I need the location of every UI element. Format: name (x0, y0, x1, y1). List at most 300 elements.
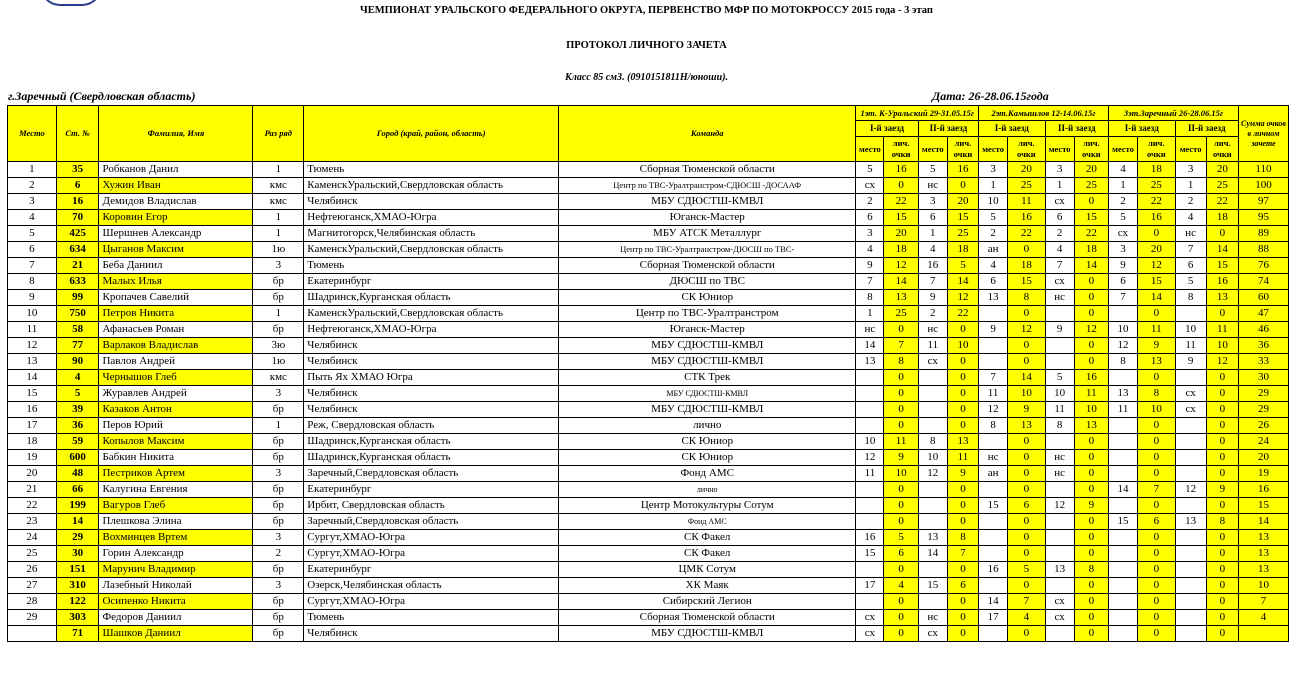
cell-race-place: 3 (918, 194, 947, 210)
cell-points: 16 (947, 162, 978, 178)
cell-race-place (1175, 530, 1206, 546)
cell-race-place: сх (1045, 610, 1074, 626)
cell-race-place (1109, 450, 1138, 466)
cell-place: 15 (8, 386, 57, 402)
cell-points: 0 (1074, 194, 1108, 210)
cell-total: 19 (1238, 466, 1288, 482)
cell-race-place (979, 354, 1008, 370)
cell-place: 27 (8, 578, 57, 594)
cell-race-place: 5 (1045, 370, 1074, 386)
cell-points: 12 (1008, 322, 1045, 338)
table-row (8, 354, 1289, 370)
cell-place: 3 (8, 194, 57, 210)
cell-start-no: 122 (56, 594, 99, 610)
cell-city: КаменскУральский,Свердловская область (304, 242, 559, 258)
cell-name: Копылов Максим (99, 434, 253, 450)
cell-name: Шершнев Александр (99, 226, 253, 242)
cell-place: 17 (8, 418, 57, 434)
cell-race-place: 17 (856, 578, 884, 594)
cell-points: 0 (1008, 306, 1045, 322)
cell-points: 0 (1138, 594, 1175, 610)
cell-race-place: 3 (856, 226, 884, 242)
cell-points: 0 (1074, 626, 1108, 642)
cell-race-place: 10 (856, 434, 884, 450)
cell-points: 18 (1008, 258, 1045, 274)
cell-race-place (1109, 530, 1138, 546)
cell-race-place (979, 338, 1008, 354)
cell-race-place: сх (856, 178, 884, 194)
cell-race-place: 1 (1109, 178, 1138, 194)
cell-points: 0 (1008, 354, 1045, 370)
cell-points: 0 (884, 386, 918, 402)
stage-3-race-1: I-й заезд (1109, 121, 1176, 137)
cell-points: 20 (947, 194, 978, 210)
cell-race-place: нс (918, 178, 947, 194)
cell-race-place (1175, 578, 1206, 594)
cell-race-place: 9 (856, 258, 884, 274)
cell-city: Челябинск (304, 386, 559, 402)
cell-race-place: сх (856, 626, 884, 642)
venue-label: г.Заречный (Свердловская область) (8, 89, 196, 103)
cell-points: 5 (884, 530, 918, 546)
table-row (8, 594, 1289, 610)
cell-race-place: ан (979, 242, 1008, 258)
col-points: лич. очки (884, 137, 918, 162)
cell-race-place: 10 (1175, 322, 1206, 338)
cell-race-place: 7 (1045, 258, 1074, 274)
cell-race-place (1109, 610, 1138, 626)
cell-points: 0 (884, 626, 918, 642)
cell-rank: бр (253, 450, 304, 466)
cell-race-place: 9 (979, 322, 1008, 338)
cell-points: 16 (1008, 210, 1045, 226)
cell-name: Беба Даниил (99, 258, 253, 274)
cell-rank: 3 (253, 258, 304, 274)
table-row (8, 386, 1289, 402)
cell-name: Калугина Евгения (99, 482, 253, 498)
cell-points: 0 (884, 178, 918, 194)
cell-points: 0 (1074, 578, 1108, 594)
cell-points: 0 (1206, 562, 1238, 578)
cell-total: 60 (1238, 290, 1288, 306)
cell-name: Марунич Владимир (99, 562, 253, 578)
cell-city: Магнитогорск,Челябинская область (304, 226, 559, 242)
col-points: лич. очки (1206, 137, 1238, 162)
cell-points: 0 (1138, 466, 1175, 482)
cell-points: 15 (947, 210, 978, 226)
cell-team: Фонд АМС (559, 466, 856, 482)
cell-start-no: 58 (56, 322, 99, 338)
cell-team: Юганск-Мастер (559, 322, 856, 338)
cell-race-place: 6 (979, 274, 1008, 290)
table-row (8, 578, 1289, 594)
col-name: Фамилия, Имя (99, 106, 253, 162)
cell-points: 13 (1008, 418, 1045, 434)
cell-city: КаменскУральский,Свердловская область (304, 178, 559, 194)
cell-race-place: 4 (856, 242, 884, 258)
cell-points: 0 (1074, 354, 1108, 370)
cell-race-place: 11 (1045, 402, 1074, 418)
cell-race-place: 2 (1045, 226, 1074, 242)
cell-race-place: 8 (1045, 418, 1074, 434)
cell-race-place (856, 386, 884, 402)
cell-points: 0 (1008, 546, 1045, 562)
cell-start-no: 36 (56, 418, 99, 434)
cell-race-place: сх (1175, 386, 1206, 402)
cell-race-place: 4 (979, 258, 1008, 274)
cell-points: 16 (1206, 274, 1238, 290)
cell-name: Бабкин Никита (99, 450, 253, 466)
cell-team: Сборная Тюменской области (559, 162, 856, 178)
cell-race-place: 13 (856, 354, 884, 370)
cell-points: 14 (1206, 242, 1238, 258)
cell-city: Шадринск,Курганская область (304, 450, 559, 466)
cell-place (8, 626, 57, 642)
cell-race-place: 10 (979, 194, 1008, 210)
cell-points: 6 (947, 578, 978, 594)
cell-name: Казаков Антон (99, 402, 253, 418)
col-race-place: место (918, 137, 947, 162)
cell-rank: бр (253, 322, 304, 338)
date-label: Дата: 26-28.06.15года (932, 89, 1049, 103)
cell-rank: 1 (253, 306, 304, 322)
cell-points: 12 (1138, 258, 1175, 274)
cell-points: 0 (1008, 578, 1045, 594)
cell-points: 6 (884, 546, 918, 562)
cell-race-place: 7 (1109, 290, 1138, 306)
cell-points: 0 (947, 562, 978, 578)
cell-city: Челябинск (304, 338, 559, 354)
cell-points: 0 (1138, 370, 1175, 386)
cell-points: 9 (947, 466, 978, 482)
cell-points: 0 (1206, 434, 1238, 450)
cell-points: 0 (1074, 530, 1108, 546)
cell-race-place: нс (1045, 450, 1074, 466)
cell-total: 74 (1238, 274, 1288, 290)
table-row (8, 226, 1289, 242)
cell-race-place: 11 (1175, 338, 1206, 354)
cell-race-place: 3 (979, 162, 1008, 178)
cell-race-place (1175, 466, 1206, 482)
cell-city: Челябинск (304, 354, 559, 370)
cell-race-place: 7 (856, 274, 884, 290)
col-place: Место (8, 106, 57, 162)
cell-start-no: 30 (56, 546, 99, 562)
cell-rank: бр (253, 626, 304, 642)
cell-points: 0 (1074, 450, 1108, 466)
cell-race-place: 4 (1045, 242, 1074, 258)
cell-points: 0 (1206, 402, 1238, 418)
cell-points: 18 (1138, 162, 1175, 178)
cell-points: 18 (1074, 242, 1108, 258)
cell-points: 8 (1206, 514, 1238, 530)
cell-name: Горин Александр (99, 546, 253, 562)
cell-rank: кмс (253, 370, 304, 386)
cell-name: Петров Никита (99, 306, 253, 322)
cell-total: 24 (1238, 434, 1288, 450)
cell-race-place (918, 386, 947, 402)
cell-race-place: 9 (1175, 354, 1206, 370)
cell-race-place: 11 (918, 338, 947, 354)
cell-race-place: нс (1175, 226, 1206, 242)
cell-race-place (1109, 562, 1138, 578)
cell-total: 13 (1238, 530, 1288, 546)
cell-total: 76 (1238, 258, 1288, 274)
cell-points: 8 (1138, 386, 1175, 402)
cell-race-place: 12 (1109, 338, 1138, 354)
table-row (8, 610, 1289, 626)
cell-points: 0 (884, 610, 918, 626)
cell-race-place (1109, 546, 1138, 562)
cell-place: 9 (8, 290, 57, 306)
cell-points: 11 (1008, 194, 1045, 210)
cell-start-no: 59 (56, 434, 99, 450)
cell-rank: кмс (253, 194, 304, 210)
cell-points: 0 (884, 370, 918, 386)
table-row (8, 546, 1289, 562)
table-row (8, 274, 1289, 290)
cell-points: 10 (1008, 386, 1045, 402)
cell-points: 0 (947, 594, 978, 610)
cell-points: 15 (1138, 274, 1175, 290)
cell-points: 7 (1138, 482, 1175, 498)
cell-place: 4 (8, 210, 57, 226)
cell-race-place: 10 (1045, 386, 1074, 402)
cell-points: 25 (1138, 178, 1175, 194)
cell-team: Сборная Тюменской области (559, 610, 856, 626)
table-row (8, 450, 1289, 466)
cell-race-place: 2 (1175, 194, 1206, 210)
cell-points: 18 (884, 242, 918, 258)
cell-points: 0 (1138, 498, 1175, 514)
cell-start-no: 66 (56, 482, 99, 498)
cell-name: Вагуров Глеб (99, 498, 253, 514)
cell-points: 0 (884, 498, 918, 514)
cell-name: Шашков Даниил (99, 626, 253, 642)
cell-race-place (1109, 594, 1138, 610)
cell-name: Афанасьев Роман (99, 322, 253, 338)
cell-race-place (1175, 450, 1206, 466)
cell-race-place (1109, 626, 1138, 642)
cell-city: КаменскУральский,Свердловская область (304, 306, 559, 322)
cell-start-no: 600 (56, 450, 99, 466)
cell-points: 0 (1206, 578, 1238, 594)
cell-points: 7 (1008, 594, 1045, 610)
cell-total (1238, 626, 1288, 642)
col-rank: Раз ряд (253, 106, 304, 162)
cell-race-place: 3 (1109, 242, 1138, 258)
cell-rank: 3 (253, 466, 304, 482)
cell-points: 0 (947, 322, 978, 338)
cell-rank: кмс (253, 178, 304, 194)
cell-start-no: 5 (56, 386, 99, 402)
cell-points: 0 (1074, 482, 1108, 498)
cell-points: 4 (884, 578, 918, 594)
cell-place: 10 (8, 306, 57, 322)
cell-total: 46 (1238, 322, 1288, 338)
cell-points: 0 (1206, 450, 1238, 466)
cell-points: 14 (884, 274, 918, 290)
cell-race-place: 2 (918, 306, 947, 322)
cell-name: Вохминцев Вртем (99, 530, 253, 546)
table-row (8, 402, 1289, 418)
cell-points: 9 (1206, 482, 1238, 498)
cell-points: 0 (1074, 274, 1108, 290)
cell-place: 12 (8, 338, 57, 354)
cell-race-place: 4 (1175, 210, 1206, 226)
cell-race-place: 15 (979, 498, 1008, 514)
cell-race-place (1045, 338, 1074, 354)
cell-race-place: 3 (1045, 162, 1074, 178)
cell-points: 12 (1206, 354, 1238, 370)
cell-race-place (856, 418, 884, 434)
stage-2-race-2: II-й заезд (1045, 121, 1108, 137)
cell-name: Варлаков Владислав (99, 338, 253, 354)
table-row (8, 178, 1289, 194)
cell-points: 0 (1206, 594, 1238, 610)
document-title: ЧЕМПИОНАТ УРАЛЬСКОГО ФЕДЕРАЛЬНОГО ОКРУГА, ПЕРВЕНСТВО МФР ПО МОТОКРОССУ 2015 года - 3 этап (360, 5, 933, 16)
cell-race-place: 2 (1109, 194, 1138, 210)
cell-total: 29 (1238, 402, 1288, 418)
cell-team: СТК Трек (559, 370, 856, 386)
cell-rank: 3 (253, 530, 304, 546)
cell-points: 18 (947, 242, 978, 258)
cell-points: 0 (1206, 498, 1238, 514)
cell-team: ДЮСШ по ТВС (559, 274, 856, 290)
cell-points: 22 (884, 194, 918, 210)
cell-race-place: 16 (856, 530, 884, 546)
cell-race-place: 1 (1045, 178, 1074, 194)
cell-race-place: 11 (856, 466, 884, 482)
cell-race-place: 14 (979, 594, 1008, 610)
cell-points: 0 (884, 562, 918, 578)
table-row (8, 194, 1289, 210)
cell-race-place (1109, 498, 1138, 514)
cell-total: 13 (1238, 546, 1288, 562)
cell-points: 0 (1074, 434, 1108, 450)
cell-points: 15 (1206, 258, 1238, 274)
cell-city: Пыть Ях ХМАО Югра (304, 370, 559, 386)
cell-points: 0 (1206, 626, 1238, 642)
cell-race-place: 12 (1045, 498, 1074, 514)
cell-rank: бр (253, 610, 304, 626)
cell-points: 0 (1008, 514, 1045, 530)
stage-3-race-2: II-й заезд (1175, 121, 1238, 137)
cell-points: 10 (884, 466, 918, 482)
cell-place: 16 (8, 402, 57, 418)
cell-race-place: 9 (1045, 322, 1074, 338)
cell-city: Сургут,ХМАО-Югра (304, 530, 559, 546)
table-row (8, 290, 1289, 306)
cell-points: 10 (1138, 402, 1175, 418)
cell-place: 28 (8, 594, 57, 610)
cell-city: Тюмень (304, 258, 559, 274)
cell-start-no: 90 (56, 354, 99, 370)
cell-points: 22 (1074, 226, 1108, 242)
cell-points: 0 (1074, 594, 1108, 610)
cell-points: 0 (1074, 338, 1108, 354)
cell-name: Павлов Андрей (99, 354, 253, 370)
cell-total: 47 (1238, 306, 1288, 322)
cell-points: 0 (947, 386, 978, 402)
cell-points: 9 (884, 450, 918, 466)
cell-points: 0 (947, 354, 978, 370)
cell-name: Коровин Егор (99, 210, 253, 226)
cell-points: 8 (947, 530, 978, 546)
cell-race-place: 5 (979, 210, 1008, 226)
cell-points: 0 (947, 482, 978, 498)
cell-points: 12 (1074, 322, 1108, 338)
col-city: Город (край, район, область) (304, 106, 559, 162)
cell-start-no: 425 (56, 226, 99, 242)
cell-start-no: 35 (56, 162, 99, 178)
cell-points: 10 (1206, 338, 1238, 354)
cell-total: 30 (1238, 370, 1288, 386)
cell-race-place: нс (918, 322, 947, 338)
cell-race-place (1045, 626, 1074, 642)
cell-race-place (979, 482, 1008, 498)
cell-points: 8 (884, 354, 918, 370)
cell-race-place (979, 434, 1008, 450)
cell-city: Тюмень (304, 162, 559, 178)
cell-total: 88 (1238, 242, 1288, 258)
cell-race-place: 8 (918, 434, 947, 450)
cell-race-place (856, 370, 884, 386)
table-row (8, 258, 1289, 274)
stage-1-header: 1эт. К-Уральский 29-31.05.15г (856, 106, 979, 121)
cell-name: Пестриков Артем (99, 466, 253, 482)
cell-race-place (979, 530, 1008, 546)
table-row (8, 626, 1289, 642)
cell-points: 0 (947, 418, 978, 434)
cell-rank: 1ю (253, 354, 304, 370)
cell-points: 13 (1206, 290, 1238, 306)
cell-points: 0 (1206, 226, 1238, 242)
cell-points: 16 (884, 162, 918, 178)
cell-place: 13 (8, 354, 57, 370)
cell-race-place: 16 (979, 562, 1008, 578)
cell-points: 11 (1074, 386, 1108, 402)
cell-points: 0 (884, 514, 918, 530)
cell-race-place: сх (1175, 402, 1206, 418)
cell-race-place (1045, 514, 1074, 530)
cell-race-place: нс (1045, 290, 1074, 306)
cell-points: 10 (1074, 402, 1108, 418)
cell-name: Робканов Данил (99, 162, 253, 178)
cell-start-no: 70 (56, 210, 99, 226)
col-race-place: место (979, 137, 1008, 162)
cell-points: 5 (1008, 562, 1045, 578)
cell-start-no: 48 (56, 466, 99, 482)
cell-start-no: 6 (56, 178, 99, 194)
cell-race-place (1109, 418, 1138, 434)
cell-race-place: 6 (856, 210, 884, 226)
cell-race-place (979, 626, 1008, 642)
col-points: лич. очки (1074, 137, 1108, 162)
cell-points: 0 (884, 418, 918, 434)
cell-points: 9 (1008, 402, 1045, 418)
cell-points: 0 (1206, 466, 1238, 482)
cell-rank: 1ю (253, 242, 304, 258)
cell-city: Реж, Свердловская область (304, 418, 559, 434)
cell-race-place: 15 (856, 546, 884, 562)
cell-race-place: ан (979, 466, 1008, 482)
cell-race-place (918, 514, 947, 530)
cell-race-place: 5 (1175, 274, 1206, 290)
cell-points: 0 (884, 322, 918, 338)
cell-team: МБУ СДЮСТШ-КМВЛ (559, 386, 856, 402)
cell-points: 18 (1206, 210, 1238, 226)
